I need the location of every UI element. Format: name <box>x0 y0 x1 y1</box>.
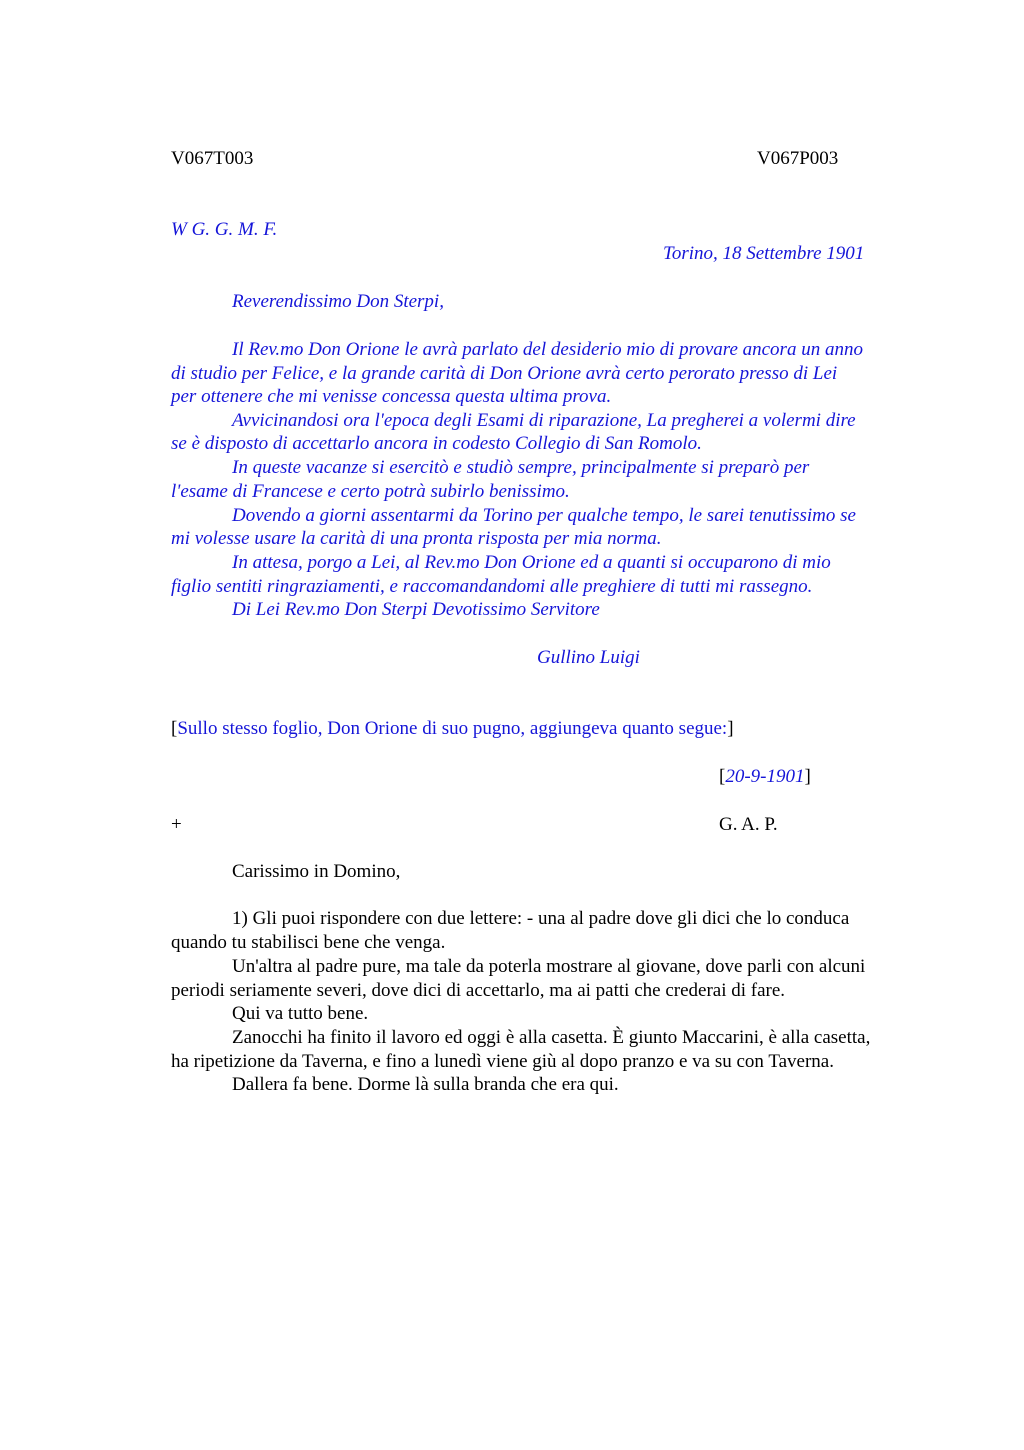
letter-line: Il Rev.mo Don Orione le avrà parlato del desiderio mio di provare ancora un anno <box>232 339 863 360</box>
letter-line: Avvicinandosi ora l'epoca degli Esami di riparazione, La pregherei a volermi dire <box>232 410 856 431</box>
letter-line: l'esame di Francese e certo potrà subirlo benissimo. <box>171 481 570 502</box>
letter-line: Di Lei Rev.mo Don Sterpi Devotissimo Servitore <box>232 599 600 620</box>
reply-date-close-bracket: ] <box>804 766 811 787</box>
reply-line: ha ripetizione da Taverna, e fino a lunedì viene giù al dopo pranzo e va su con Taverna. <box>171 1051 834 1072</box>
header-left-code: V067T003 <box>171 148 254 169</box>
reply-date-text: 20-9-1901 <box>725 766 805 787</box>
reply-gap: G. A. P. <box>719 814 778 835</box>
letter-signature: Gullino Luigi <box>537 647 640 668</box>
letter-line: In queste vacanze si esercitò e studiò sempre, principalmente si preparò per <box>232 457 810 478</box>
reply-date <box>719 765 811 789</box>
editor-note-open-bracket: [ <box>171 718 178 739</box>
reply-date-open-bracket: [ <box>719 766 726 787</box>
letter-line: Dovendo a giorni assentarmi da Torino per qualche tempo, le sarei tenutissimo se <box>232 505 856 526</box>
reply-line: Un'altra al padre pure, ma tale da poterla mostrare al giovane, dove parli con alcuni <box>232 956 866 977</box>
reply-cross: + <box>171 814 182 835</box>
editor-note-text: Sullo stesso foglio, Don Orione di suo pugno, aggiungeva quanto segue: <box>177 718 728 739</box>
reply-line: periodi seriamente severi, dove dici di accettarlo, ma ai patti che crederai di fare. <box>171 980 786 1001</box>
letter-line: per ottenere che mi venisse concessa questa ultima prova. <box>171 386 612 407</box>
reply-salutation: Carissimo in Domino, <box>232 861 401 882</box>
reply-line: 1) Gli puoi rispondere con due lettere: - una al padre dove gli dici che lo conduca <box>232 908 850 929</box>
reply-line: quando tu stabilisci bene che venga. <box>171 932 446 953</box>
letter-salutation: Reverendissimo Don Sterpi, <box>232 291 444 312</box>
editor-note-close-bracket: ] <box>727 718 734 739</box>
header-right-code: V067P003 <box>757 148 839 169</box>
letter-place-date: Torino, 18 Settembre 1901 <box>663 243 865 264</box>
letter-line: mi volesse usare la carità di una pronta risposta per mia norma. <box>171 528 662 549</box>
editor-note <box>171 717 734 741</box>
letter-line: figlio sentiti ringraziamenti, e raccomandandomi alle preghiere di tutti mi rassegno. <box>171 576 813 597</box>
letter-line: se è disposto di accettarlo ancora in codesto Collegio di San Romolo. <box>171 433 702 454</box>
reply-line: Qui va tutto bene. <box>232 1003 369 1024</box>
reply-line: Dallera fa bene. Dorme là sulla branda che era qui. <box>232 1074 619 1095</box>
letter-motto: W G. G. M. F. <box>171 219 278 240</box>
letter-line: di studio per Felice, e la grande carità di Don Orione avrà certo perorato presso di Lei <box>171 363 838 384</box>
reply-line: Zanocchi ha finito il lavoro ed oggi è alla casetta. È giunto Maccarini, è alla casetta, <box>232 1027 871 1048</box>
letter-line: In attesa, porgo a Lei, al Rev.mo Don Orione ed a quanti si occuparono di mio <box>232 552 831 573</box>
